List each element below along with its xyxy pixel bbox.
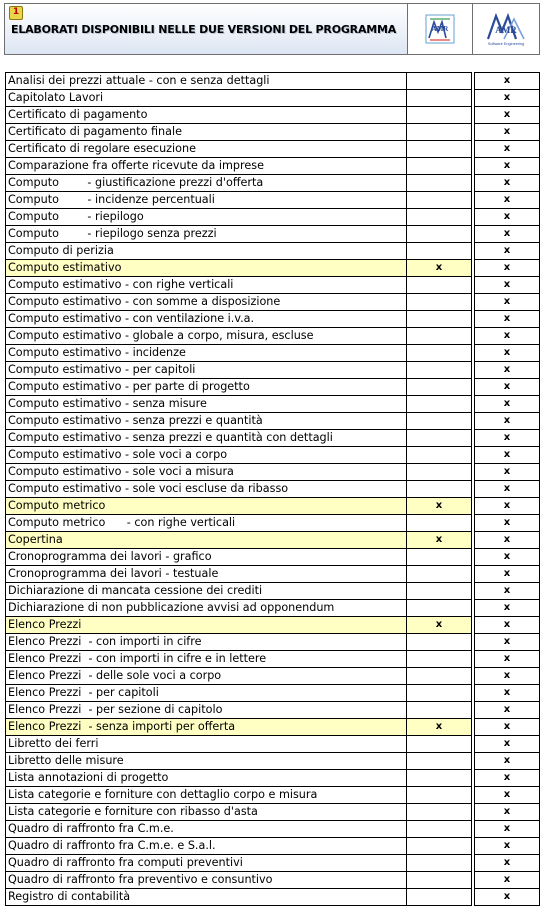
table-row <box>6 719 540 736</box>
table-row <box>6 498 540 515</box>
pro-version-mark: x <box>475 872 540 889</box>
base-version-mark <box>407 566 472 583</box>
base-version-mark <box>407 413 472 430</box>
deliverable-name: Quadro di raffronto fra computi preventivi <box>6 855 407 872</box>
table-row <box>6 277 540 294</box>
pro-version-mark: x <box>475 379 540 396</box>
logo-left-text: AMR <box>431 25 449 33</box>
deliverable-name: Libretto dei ferri <box>6 736 407 753</box>
deliverable-name: Elenco Prezzi - per capitoli <box>6 685 407 702</box>
table-row <box>6 243 540 260</box>
deliverable-name: Computo estimativo - con somme a disposizione <box>6 294 407 311</box>
base-version-mark: x <box>407 260 472 277</box>
base-version-mark <box>407 515 472 532</box>
amr-logo-blue-icon <box>484 11 528 47</box>
deliverable-name: Computo estimativo - senza misure <box>6 396 407 413</box>
deliverable-name: Copertina <box>6 532 407 549</box>
table-row <box>6 175 540 192</box>
pro-version-mark: x <box>475 889 540 906</box>
pro-version-mark: x <box>475 736 540 753</box>
base-version-mark <box>407 600 472 617</box>
base-version-mark <box>407 175 472 192</box>
pro-version-mark: x <box>475 311 540 328</box>
deliverable-name: Computo - riepilogo <box>6 209 407 226</box>
pro-version-mark: x <box>475 566 540 583</box>
pro-version-mark: x <box>475 243 540 260</box>
page-title: ELABORATI DISPONIBILI NELLE DUE VERSIONI DEL PROGRAMMA <box>11 23 397 36</box>
logo-caption: Software Engineering <box>487 42 524 46</box>
base-version-mark <box>407 107 472 124</box>
pro-version-mark: x <box>475 787 540 804</box>
pro-version-mark: x <box>475 175 540 192</box>
deliverable-name: Elenco Prezzi - con importi in cifre <box>6 634 407 651</box>
table-row <box>6 889 540 906</box>
header-title-cell <box>5 4 408 54</box>
pro-version-mark: x <box>475 107 540 124</box>
base-version-mark <box>407 192 472 209</box>
pro-version-mark: x <box>475 532 540 549</box>
table-row <box>6 804 540 821</box>
table-row <box>6 481 540 498</box>
table-row <box>6 294 540 311</box>
table-row <box>6 345 540 362</box>
deliverable-name: Dichiarazione di mancata cessione dei crediti <box>6 583 407 600</box>
table-row <box>6 702 540 719</box>
pro-version-mark: x <box>475 294 540 311</box>
deliverable-name: Lista categorie e forniture con ribasso d'asta <box>6 804 407 821</box>
pro-version-mark: x <box>475 855 540 872</box>
deliverable-name: Quadro di raffronto fra preventivo e consuntivo <box>6 872 407 889</box>
table-row <box>6 566 540 583</box>
pro-version-mark: x <box>475 668 540 685</box>
table-row <box>6 328 540 345</box>
table-row <box>6 124 540 141</box>
pro-version-mark: x <box>475 90 540 107</box>
deliverable-name: Elenco Prezzi - senza importi per offerta <box>6 719 407 736</box>
pro-version-mark: x <box>475 515 540 532</box>
number-badge: 1 <box>9 6 23 20</box>
table-row <box>6 141 540 158</box>
deliverable-name: Certificato di pagamento <box>6 107 407 124</box>
pro-version-mark: x <box>475 702 540 719</box>
pro-version-mark: x <box>475 753 540 770</box>
deliverable-name: Computo estimativo - globale a corpo, misura, escluse <box>6 328 407 345</box>
pro-version-mark: x <box>475 821 540 838</box>
pro-version-mark: x <box>475 192 540 209</box>
deliverable-name: Registro di contabilità <box>6 889 407 906</box>
deliverable-name: Computo metrico - con righe verticali <box>6 515 407 532</box>
header <box>4 3 540 55</box>
table-row <box>6 260 540 277</box>
base-version-mark <box>407 447 472 464</box>
deliverable-name: Computo estimativo <box>6 260 407 277</box>
pro-version-mark: x <box>475 226 540 243</box>
deliverable-name: Lista categorie e forniture con dettaglio corpo e misura <box>6 787 407 804</box>
pro-version-mark: x <box>475 651 540 668</box>
pro-version-mark: x <box>475 396 540 413</box>
base-version-mark <box>407 549 472 566</box>
deliverable-name: Dichiarazione di non pubblicazione avvisi ad opponendum <box>6 600 407 617</box>
pro-version-mark: x <box>475 685 540 702</box>
deliverable-name: Capitolato Lavori <box>6 90 407 107</box>
base-version-mark <box>407 141 472 158</box>
pro-version-mark: x <box>475 804 540 821</box>
table-row <box>6 549 540 566</box>
base-version-mark <box>407 651 472 668</box>
base-version-mark <box>407 328 472 345</box>
base-version-mark <box>407 362 472 379</box>
table-row <box>6 311 540 328</box>
table-row <box>6 736 540 753</box>
deliverable-name: Computo estimativo - per capitoli <box>6 362 407 379</box>
base-version-mark <box>407 770 472 787</box>
table-row <box>6 515 540 532</box>
base-version-mark: x <box>407 617 472 634</box>
table-row <box>6 90 540 107</box>
table-row <box>6 651 540 668</box>
pro-version-mark: x <box>475 362 540 379</box>
table-row <box>6 770 540 787</box>
base-version-mark <box>407 345 472 362</box>
base-version-mark <box>407 821 472 838</box>
base-version-mark <box>407 685 472 702</box>
base-version-mark: x <box>407 719 472 736</box>
deliverable-name: Elenco Prezzi <box>6 617 407 634</box>
base-version-mark <box>407 481 472 498</box>
pro-version-mark: x <box>475 617 540 634</box>
pro-version-mark: x <box>475 464 540 481</box>
table-row <box>6 617 540 634</box>
table-row <box>6 447 540 464</box>
deliverable-name: Computo estimativo - senza prezzi e quantità <box>6 413 407 430</box>
deliverable-name: Computo metrico <box>6 498 407 515</box>
table-row <box>6 464 540 481</box>
base-version-mark <box>407 838 472 855</box>
base-version-mark <box>407 668 472 685</box>
base-version-mark <box>407 311 472 328</box>
table-row <box>6 634 540 651</box>
table-row <box>6 362 540 379</box>
table-row <box>6 73 540 90</box>
pro-version-mark: x <box>475 158 540 175</box>
deliverable-name: Computo - incidenze percentuali <box>6 192 407 209</box>
table-row <box>6 787 540 804</box>
base-version-mark <box>407 379 472 396</box>
deliverable-name: Certificato di pagamento finale <box>6 124 407 141</box>
deliverable-name: Computo estimativo - sole voci a misura <box>6 464 407 481</box>
pro-version-mark: x <box>475 209 540 226</box>
deliverable-name: Computo di perizia <box>6 243 407 260</box>
base-version-mark <box>407 702 472 719</box>
deliverable-name: Computo estimativo - per parte di progetto <box>6 379 407 396</box>
table-row <box>6 396 540 413</box>
base-version-mark <box>407 209 472 226</box>
pro-version-mark: x <box>475 583 540 600</box>
deliverable-name: Computo estimativo - sole voci escluse da ribasso <box>6 481 407 498</box>
pro-version-mark: x <box>475 634 540 651</box>
deliverable-name: Cronoprogramma dei lavori - testuale <box>6 566 407 583</box>
deliverable-name: Cronoprogramma dei lavori - grafico <box>6 549 407 566</box>
pro-version-mark: x <box>475 770 540 787</box>
deliverable-name: Computo - riepilogo senza prezzi <box>6 226 407 243</box>
table-row <box>6 600 540 617</box>
pro-version-mark: x <box>475 430 540 447</box>
table-row <box>6 430 540 447</box>
base-version-mark <box>407 804 472 821</box>
base-version-mark <box>407 634 472 651</box>
pro-version-mark: x <box>475 345 540 362</box>
base-version-mark <box>407 583 472 600</box>
deliverable-name: Lista annotazioni di progetto <box>6 770 407 787</box>
table-row <box>6 872 540 889</box>
table-row <box>6 855 540 872</box>
pro-version-mark: x <box>475 141 540 158</box>
deliverable-name: Comparazione fra offerte ricevute da imprese <box>6 158 407 175</box>
deliverable-name: Computo estimativo - sole voci a corpo <box>6 447 407 464</box>
table-row <box>6 583 540 600</box>
pro-version-mark: x <box>475 600 540 617</box>
logo-cell-pro <box>473 4 538 54</box>
deliverable-name: Computo estimativo - con ventilazione i.v.a. <box>6 311 407 328</box>
base-version-mark <box>407 855 472 872</box>
base-version-mark <box>407 464 472 481</box>
table-row <box>6 107 540 124</box>
table-row <box>6 838 540 855</box>
base-version-mark <box>407 124 472 141</box>
pro-version-mark: x <box>475 719 540 736</box>
base-version-mark <box>407 872 472 889</box>
table-row <box>6 379 540 396</box>
amr-logo-color-icon <box>425 14 455 44</box>
table-row <box>6 226 540 243</box>
base-version-mark <box>407 277 472 294</box>
pro-version-mark: x <box>475 124 540 141</box>
table-row <box>6 753 540 770</box>
base-version-mark <box>407 294 472 311</box>
table-row <box>6 192 540 209</box>
base-version-mark <box>407 158 472 175</box>
pro-version-mark: x <box>475 481 540 498</box>
deliverable-name: Elenco Prezzi - con importi in cifre e in lettere <box>6 651 407 668</box>
deliverables-table <box>5 72 540 906</box>
pro-version-mark: x <box>475 447 540 464</box>
table-row <box>6 821 540 838</box>
base-version-mark <box>407 787 472 804</box>
base-version-mark <box>407 243 472 260</box>
base-version-mark: x <box>407 498 472 515</box>
table-row <box>6 532 540 549</box>
deliverable-name: Quadro di raffronto fra C.m.e. <box>6 821 407 838</box>
deliverable-name: Computo estimativo - incidenze <box>6 345 407 362</box>
deliverable-name: Computo estimativo - con righe verticali <box>6 277 407 294</box>
base-version-mark <box>407 226 472 243</box>
base-version-mark <box>407 889 472 906</box>
deliverable-name: Libretto delle misure <box>6 753 407 770</box>
base-version-mark <box>407 430 472 447</box>
deliverable-name: Elenco Prezzi - per sezione di capitolo <box>6 702 407 719</box>
pro-version-mark: x <box>475 838 540 855</box>
deliverable-name: Computo - giustificazione prezzi d'offerta <box>6 175 407 192</box>
pro-version-mark: x <box>475 413 540 430</box>
pro-version-mark: x <box>475 73 540 90</box>
pro-version-mark: x <box>475 260 540 277</box>
base-version-mark <box>407 753 472 770</box>
table-row <box>6 685 540 702</box>
base-version-mark <box>407 90 472 107</box>
deliverables-body <box>6 73 540 906</box>
deliverable-name: Analisi dei prezzi attuale - con e senza dettagli <box>6 73 407 90</box>
deliverable-name: Quadro di raffronto fra C.m.e. e S.a.l. <box>6 838 407 855</box>
table-row <box>6 668 540 685</box>
logo-cell-base <box>408 4 473 54</box>
table-row <box>6 209 540 226</box>
table-row <box>6 413 540 430</box>
deliverable-name: Computo estimativo - senza prezzi e quantità con dettagli <box>6 430 407 447</box>
deliverable-name: Elenco Prezzi - delle sole voci a corpo <box>6 668 407 685</box>
pro-version-mark: x <box>475 549 540 566</box>
pro-version-mark: x <box>475 277 540 294</box>
table-row <box>6 158 540 175</box>
base-version-mark <box>407 736 472 753</box>
base-version-mark <box>407 73 472 90</box>
base-version-mark <box>407 396 472 413</box>
pro-version-mark: x <box>475 498 540 515</box>
pro-version-mark: x <box>475 328 540 345</box>
logo-right-text: AMR <box>494 25 517 35</box>
base-version-mark: x <box>407 532 472 549</box>
deliverable-name: Certificato di regolare esecuzione <box>6 141 407 158</box>
